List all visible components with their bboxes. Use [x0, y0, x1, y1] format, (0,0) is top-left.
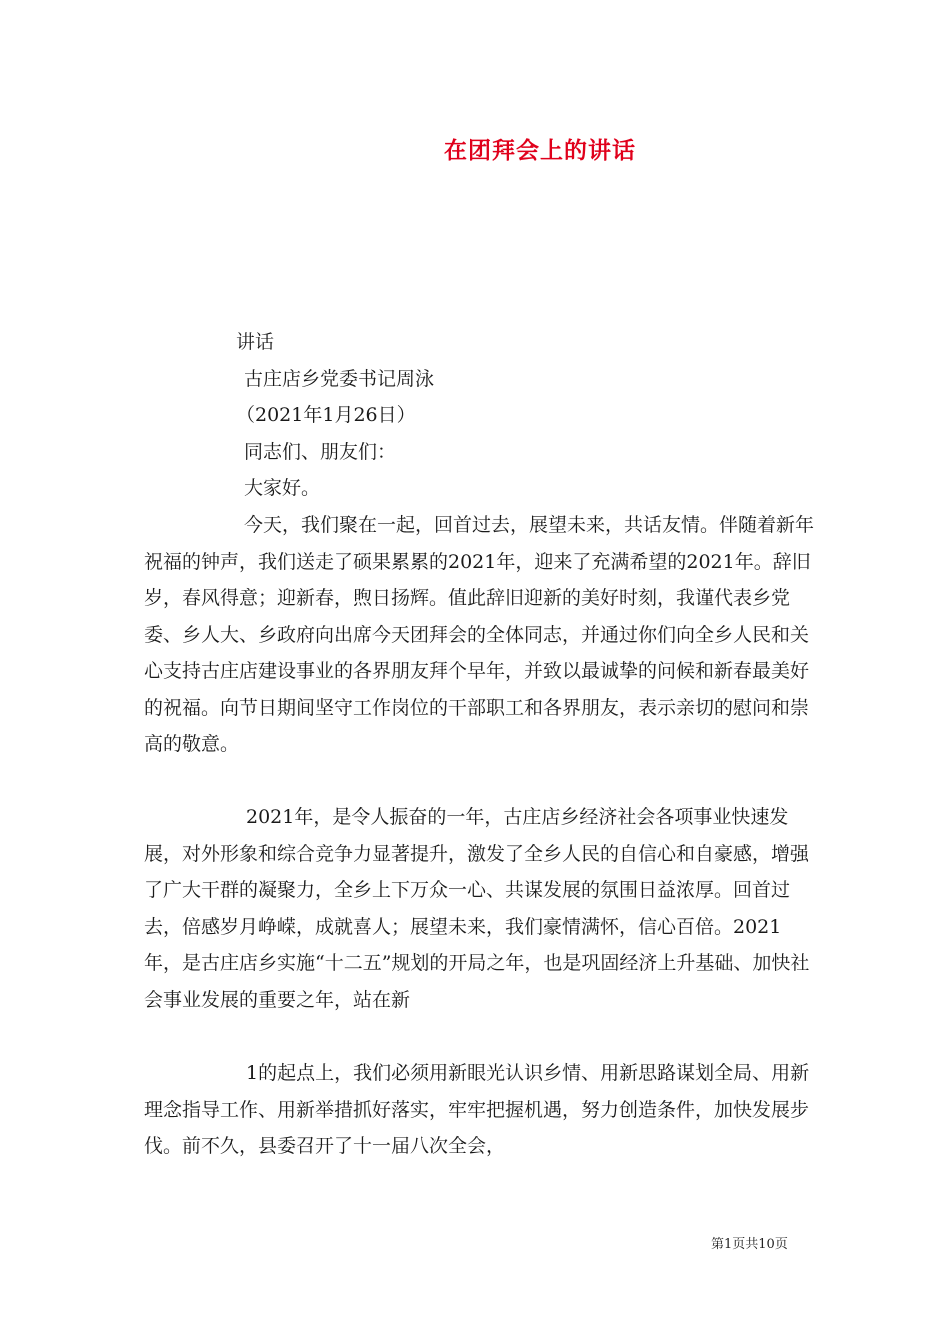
paragraph-1: 今天，我们聚在一起，回首过去，展望未来，共话友情。伴随着新年祝福的钟声，我们送走了硕果累累的2021年，迎来了充满希望的2021年。辞旧岁，春风得意；迎新春，煦日扬辉。值此辞旧迎新的美好时刻，我谨代表乡党委、乡人大、乡政府向出席今天团拜会的全体同志，并通过你们向全乡人民和关心支持古庄店建设事业的各界朋友拜个早年，并致以最诚挚的问候和新春最美好的祝福。向节日期间坚守工作岗位的干部职工和各界朋友，表示亲切的慰问和崇高的敬意。 [144, 514, 815, 755]
date-line: （2021年1月26日） [236, 404, 416, 426]
page-footer: 第1页共10页 [711, 1237, 788, 1252]
paragraph-3: 1的起点上，我们必须用新眼光认识乡情、用新思路谋划全局、用新理念指导工作、用新举措抓好落实，牢牢把握机遇，努力创造条件，加快发展步伐。前不久，县委召开了十一届八次全会， [144, 1062, 810, 1157]
body-block-2 [144, 799, 816, 1018]
body-block-3 [144, 1055, 816, 1165]
document-title: 在团拜会上的讲话 [444, 137, 636, 164]
speech-label: 讲话 [236, 331, 275, 353]
salutation-line: 同志们、朋友们： [244, 441, 397, 463]
greeting-line: 大家好。 [244, 477, 321, 499]
body-block-1 [144, 507, 816, 763]
speaker-line: 古庄店乡党委书记周泳 [244, 368, 435, 390]
paragraph-2: 2021年，是令人振奋的一年，古庄店乡经济社会各项事业快速发展，对外形象和综合竞争力显著提升，激发了全乡人民的自信心和自豪感，增强了广大干群的凝聚力，全乡上下万众一心、共谋发展的氛围日益浓厚。回首过去，倍感岁月峥嵘，成就喜人；展望未来，我们豪情满怀，信心百倍。2021年，是古庄店乡实施“十二五”规划的开局之年，也是巩固经济上升基础、加快社会事业发展的重要之年，站在新 [144, 806, 810, 1011]
